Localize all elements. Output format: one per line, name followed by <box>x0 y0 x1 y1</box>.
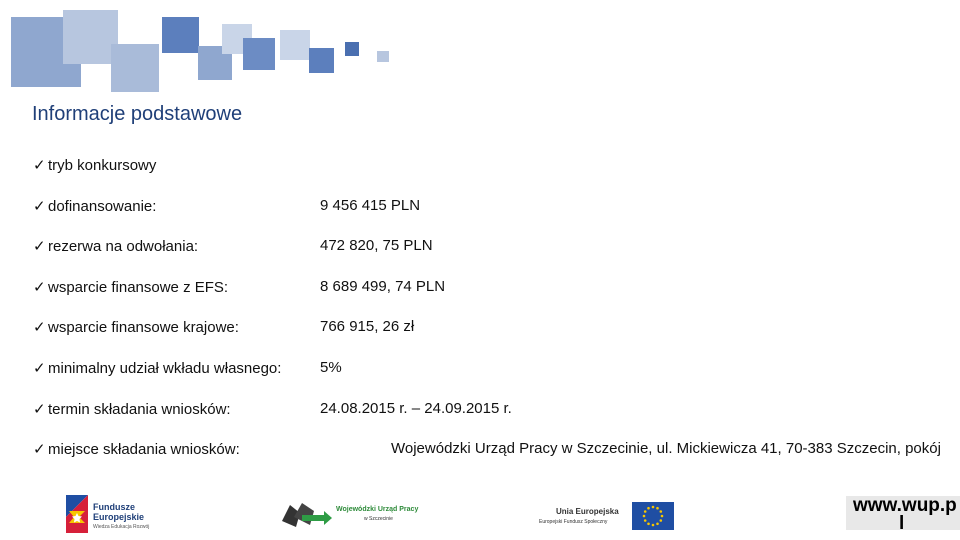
row-label: termin składania wniosków: <box>48 400 231 418</box>
check-icon: ✓ <box>33 401 46 418</box>
check-icon: ✓ <box>33 319 46 336</box>
info-row-place <box>33 438 240 460</box>
deco-square <box>111 44 159 92</box>
fe-name-1: Fundusze <box>93 502 135 512</box>
check-icon: ✓ <box>33 198 46 215</box>
row-value: 5% <box>320 359 342 376</box>
fe-flag-icon <box>66 495 88 533</box>
deco-square <box>280 30 310 60</box>
fundusze-europejskie-logo <box>66 494 176 534</box>
fe-name-2: Europejskie <box>93 512 145 522</box>
wup-city: w Szczecinie <box>364 516 393 522</box>
deco-square <box>243 38 275 70</box>
info-row-mode <box>33 154 156 176</box>
website-link[interactable]: www.wup.p <box>853 495 957 516</box>
row-value: 24.08.2015 r. – 24.09.2015 r. <box>320 400 512 417</box>
check-icon: ✓ <box>33 360 46 377</box>
row-label: dofinansowanie: <box>48 197 157 215</box>
fe-program: Wiedza Edukacja Rozwój <box>93 524 150 530</box>
row-label: rezerwa na odwołania: <box>48 237 199 255</box>
row-value: 9 456 415 PLN <box>320 197 421 214</box>
info-row-reserve <box>33 235 198 257</box>
row-label: minimalny udział wkładu własnego: <box>48 359 282 377</box>
info-row-national <box>33 316 239 338</box>
row-value: 8 689 499, 74 PLN <box>320 278 446 295</box>
deco-square <box>162 17 199 53</box>
deco-square <box>345 42 359 56</box>
deco-square <box>309 48 334 73</box>
website-link-continued[interactable]: l <box>899 513 905 534</box>
row-value: 472 820, 75 PLN <box>320 237 433 254</box>
check-icon: ✓ <box>33 157 46 174</box>
info-row-funding <box>33 195 156 217</box>
wup-name: Wojewódzki Urząd Pracy <box>336 506 419 513</box>
eu-flag-icon <box>632 502 674 530</box>
efs-name: Europejski Fundusz Społeczny <box>539 519 608 525</box>
info-row-own-contribution <box>33 357 281 379</box>
info-row-efs <box>33 276 228 298</box>
deco-square <box>63 10 118 64</box>
wup-logo <box>280 499 430 531</box>
row-value: 766 915, 26 zł <box>320 318 415 335</box>
info-row-deadline <box>33 398 231 420</box>
row-label: wsparcie finansowe krajowe: <box>48 318 239 336</box>
row-label: miejsce składania wniosków: <box>48 440 240 458</box>
check-icon: ✓ <box>33 279 46 296</box>
deco-square <box>377 51 389 62</box>
check-icon: ✓ <box>33 238 46 255</box>
row-label: tryb konkursowy <box>48 156 157 174</box>
row-label: wsparcie finansowe z EFS: <box>48 278 229 296</box>
check-icon: ✓ <box>33 441 46 458</box>
row-value: Wojewódzki Urząd Pracy w Szczecinie, ul. Mickiewicza 41, 70-383 Szczecin, pokój <box>391 440 941 457</box>
page-title: Informacje podstawowe <box>32 103 243 125</box>
eu-efs-logo <box>536 502 676 532</box>
eu-name: Unia Europejska <box>556 507 619 516</box>
wup-emblem-icon <box>280 499 332 529</box>
